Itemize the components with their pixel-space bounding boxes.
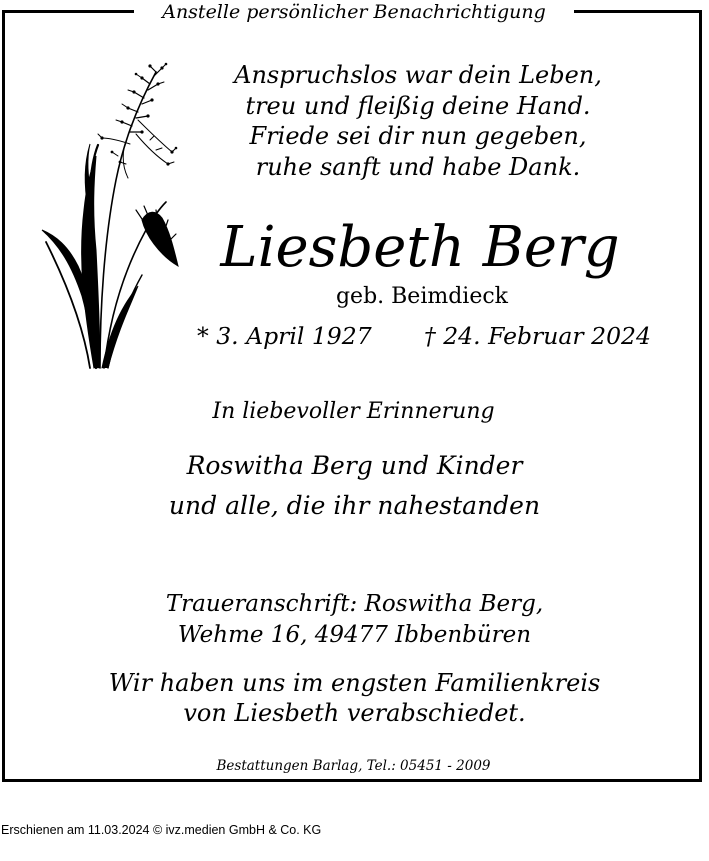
address-line: Traueranschrift: Roswitha Berg, (165, 591, 544, 617)
death-date: † 24. Februar 2024 (424, 322, 651, 350)
undertaker-info (0, 756, 709, 776)
publication-footer: Erschienen am 11.03.2024 © ivz.medien GmbH & Co. KG (1, 823, 322, 837)
grass-ear-icon (38, 60, 183, 370)
birth-name: geb. Beimdieck (335, 284, 509, 309)
mourner-line: Roswitha Berg und Kinder (186, 451, 523, 480)
memory-intro-text: In liebevoller Erinnerung (212, 399, 495, 424)
poem-line: Anspruchslos war dein Leben, (234, 61, 602, 89)
poem-line: Friede sei dir nun gegeben, (249, 122, 587, 150)
poem (218, 60, 618, 182)
address-line: Wehme 16, 49477 Ibbenbüren (177, 622, 532, 648)
mourner-line: und alle, die ihr nahestanden (168, 491, 541, 520)
poem-line: treu und fleißig deine Hand. (245, 91, 591, 120)
header-note: Anstelle persönlicher Benachrichtigung (134, 0, 574, 24)
farewell-line: Wir haben uns im engsten Familienkreis (108, 669, 601, 697)
mourners (0, 446, 709, 526)
poem-line: ruhe sanft und habe Dank. (255, 152, 581, 181)
undertaker-text: Bestattungen Barlag, Tel.: 05451 - 2009 (216, 758, 491, 774)
farewell-line: von Liesbeth verabschiedet. (183, 699, 526, 727)
memory-intro (0, 397, 709, 427)
birth-date: * 3. April 1927 (197, 322, 372, 350)
deceased-name: Liesbeth Berg (220, 215, 620, 280)
mourning-address (0, 589, 709, 651)
farewell-note (0, 668, 709, 728)
